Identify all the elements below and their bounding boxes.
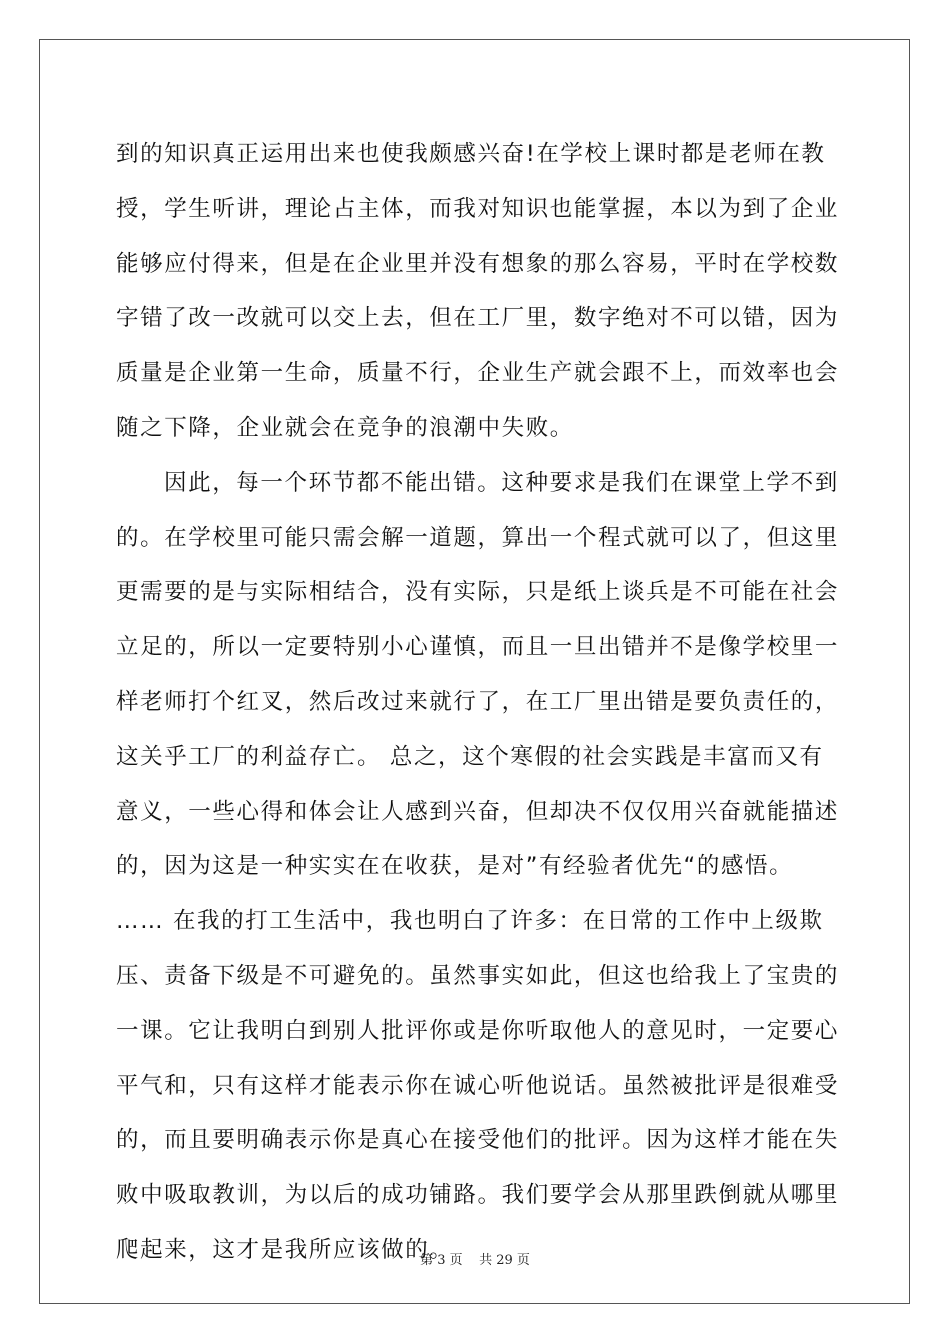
text-line: 压、责备下级是不可避免的。虽然事实如此，但这也给我上了宝贵的 — [116, 962, 840, 989]
text-line: 意义，一些心得和体会让人感到兴奋，但却决不仅仅用兴奋就能描述 — [116, 798, 840, 825]
text-line: 能够应付得来，但是在企业里并没有想象的那么容易，平时在学校数 — [116, 250, 840, 277]
text-line: 样老师打个红叉，然后改过来就行了，在工厂里出错是要负责任的， — [116, 688, 840, 715]
text-line: 质量是企业第一生命，质量不行，企业生产就会跟不上，而效率也会 — [116, 360, 840, 387]
text-line: 授，学生听讲，理论占主体，而我对知识也能掌握，本以为到了企业 — [116, 195, 840, 222]
document-body — [116, 127, 840, 1278]
text-line: 一课。它让我明白到别人批评你或是你听取他人的意见时，一定要心 — [116, 1017, 840, 1044]
text-line: 随之下降，企业就会在竞争的浪潮中失败。 — [116, 414, 574, 441]
page-footer — [0, 1249, 950, 1268]
text-line: 的，而且要明确表示你是真心在接受他们的批评。因为这样才能在失 — [116, 1127, 840, 1154]
text-line: 立足的，所以一定要特别小心谨慎，而且一旦出错并不是像学校里一 — [116, 634, 840, 661]
text-line: 爬起来，这才是我所应该做的。 — [116, 1236, 454, 1263]
text-line: 败中吸取教训，为以后的成功铺路。我们要学会从那里跌倒就从哪里 — [116, 1182, 840, 1209]
text-line: 这关乎工厂的利益存亡。 总之，这个寒假的社会实践是丰富而又有 — [116, 743, 824, 770]
text-line: 更需要的是与实际相结合，没有实际，只是纸上谈兵是不可能在社会 — [116, 579, 840, 606]
page-number: 第 3 页 共 29 页 — [420, 1253, 530, 1268]
text-line: 的。在学校里可能只需会解一道题，算出一个程式就可以了，但这里 — [116, 524, 840, 551]
text-line: 到的知识真正运用出来也使我颇感兴奋!在学校上课时都是老师在教 — [116, 141, 826, 167]
text-line: 因此，每一个环节都不能出错。这种要求是我们在课堂上学不到 — [164, 469, 839, 496]
text-line: 的，因为这是一种实实在在收获，是对”有经验者优先“的感悟。 — [116, 853, 794, 880]
text-line: …… 在我的打工生活中，我也明白了许多：在日常的工作中上级欺 — [116, 908, 824, 935]
text-line: 平气和，只有这样才能表示你在诚心听他说话。虽然被批评是很难受 — [116, 1072, 840, 1099]
text-line: 字错了改一改就可以交上去，但在工厂里，数字绝对不可以错，因为 — [116, 305, 840, 332]
